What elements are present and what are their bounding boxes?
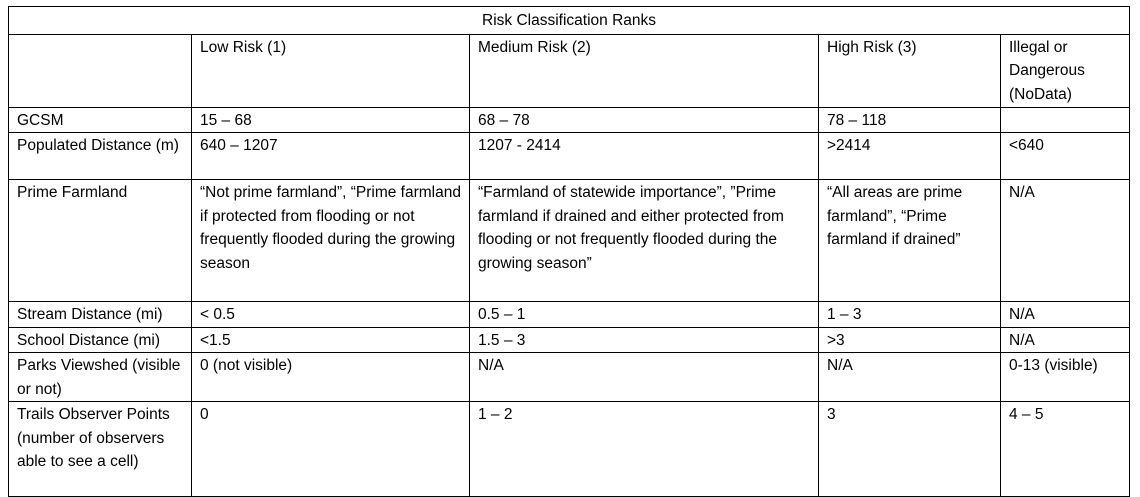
header-cell-medium-risk: Medium Risk (2) bbox=[470, 34, 819, 107]
row-label: School Distance (mi) bbox=[9, 327, 192, 353]
row-label: Stream Distance (mi) bbox=[9, 302, 192, 328]
table-row bbox=[9, 302, 1130, 328]
cell-medium: 1.5 – 3 bbox=[470, 327, 819, 353]
cell-low: “Not prime farmland”, “Prime farmland if protected from flooding or not frequently flooded during the growing season bbox=[192, 180, 470, 302]
document-page bbox=[8, 6, 1130, 497]
table-row bbox=[9, 107, 1130, 133]
header-cell-high-risk: High Risk (3) bbox=[819, 34, 1001, 107]
cell-high: 3 bbox=[819, 402, 1001, 497]
row-label: Parks Viewshed (visible or not) bbox=[9, 353, 192, 402]
cell-high: >2414 bbox=[819, 133, 1001, 180]
risk-classification-table bbox=[8, 6, 1130, 497]
header-cell-low-risk: Low Risk (1) bbox=[192, 34, 470, 107]
cell-illegal: N/A bbox=[1001, 327, 1130, 353]
table-row bbox=[9, 133, 1130, 180]
cell-illegal: N/A bbox=[1001, 302, 1130, 328]
cell-medium: 68 – 78 bbox=[470, 107, 819, 133]
cell-low: 0 bbox=[192, 402, 470, 497]
cell-medium: N/A bbox=[470, 353, 819, 402]
table-row bbox=[9, 327, 1130, 353]
cell-low: 640 – 1207 bbox=[192, 133, 470, 180]
table-row bbox=[9, 180, 1130, 302]
row-label: Prime Farmland bbox=[9, 180, 192, 302]
table-caption: Risk Classification Ranks bbox=[9, 7, 1130, 35]
cell-high: >3 bbox=[819, 327, 1001, 353]
header-row bbox=[9, 34, 1130, 107]
table-row bbox=[9, 353, 1130, 402]
caption-row bbox=[9, 7, 1130, 35]
cell-illegal: 0-13 (visible) bbox=[1001, 353, 1130, 402]
cell-low: < 0.5 bbox=[192, 302, 470, 328]
cell-illegal: 4 – 5 bbox=[1001, 402, 1130, 497]
cell-medium: “Farmland of statewide importance”, ”Prime farmland if drained and either protected from flooding or not frequently flooded during the growing season” bbox=[470, 180, 819, 302]
row-label: Populated Distance (m) bbox=[9, 133, 192, 180]
row-label: Trails Observer Points (number of observers able to see a cell) bbox=[9, 402, 192, 497]
cell-medium: 1207 - 2414 bbox=[470, 133, 819, 180]
cell-low: 15 – 68 bbox=[192, 107, 470, 133]
cell-medium: 1 – 2 bbox=[470, 402, 819, 497]
cell-high: 1 – 3 bbox=[819, 302, 1001, 328]
cell-illegal bbox=[1001, 107, 1130, 133]
header-cell-empty bbox=[9, 34, 192, 107]
cell-high: 78 – 118 bbox=[819, 107, 1001, 133]
cell-high: “All areas are prime farmland”, “Prime farmland if drained” bbox=[819, 180, 1001, 302]
header-cell-illegal: Illegal or Dangerous (NoData) bbox=[1001, 34, 1130, 107]
table-row bbox=[9, 402, 1130, 497]
cell-illegal: N/A bbox=[1001, 180, 1130, 302]
cell-low: 0 (not visible) bbox=[192, 353, 470, 402]
row-label: GCSM bbox=[9, 107, 192, 133]
cell-high: N/A bbox=[819, 353, 1001, 402]
cell-medium: 0.5 – 1 bbox=[470, 302, 819, 328]
cell-low: <1.5 bbox=[192, 327, 470, 353]
cell-illegal: <640 bbox=[1001, 133, 1130, 180]
